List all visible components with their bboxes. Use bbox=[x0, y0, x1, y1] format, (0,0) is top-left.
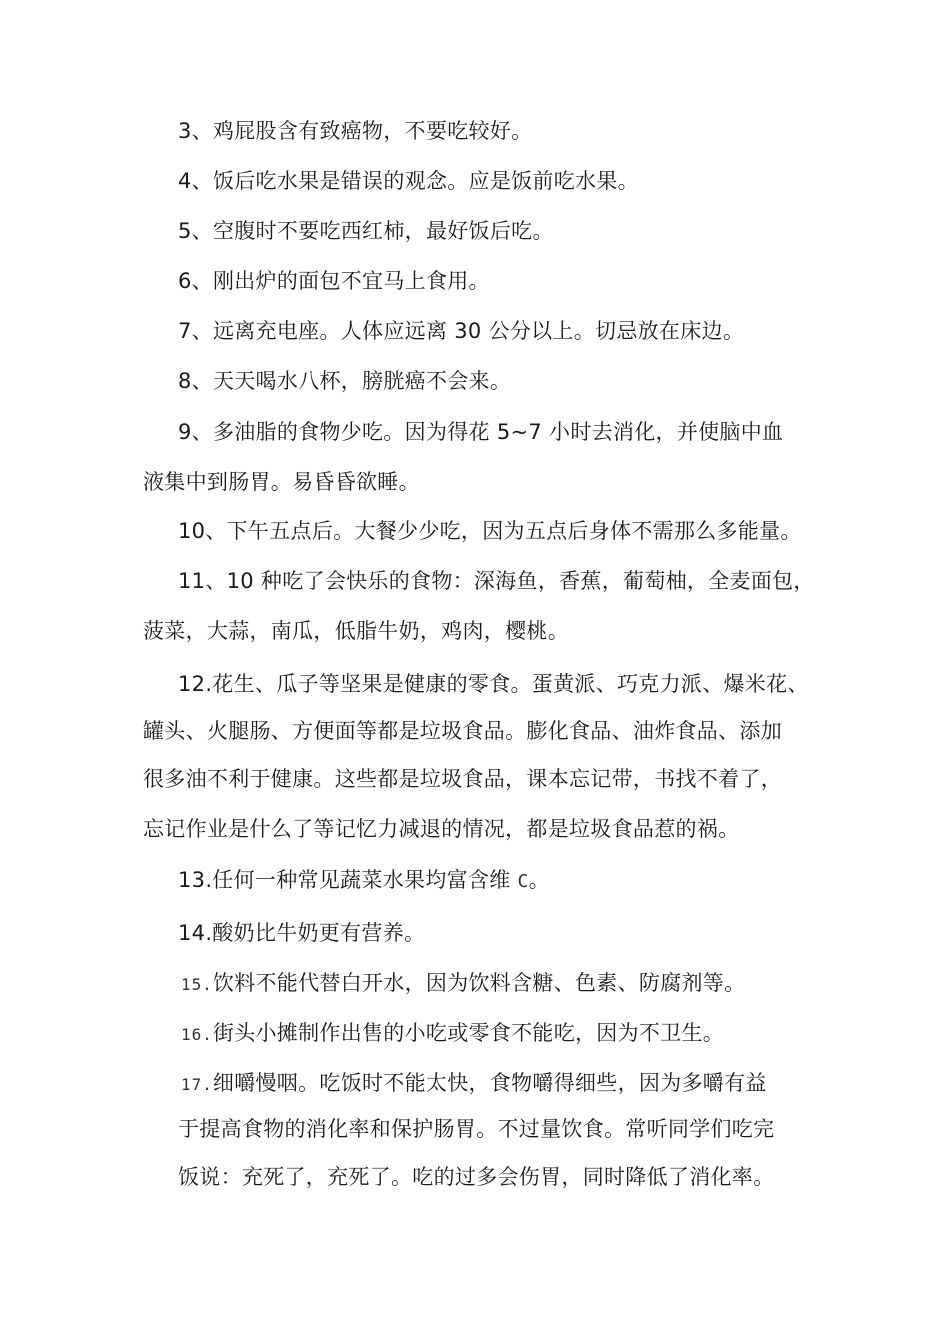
item-11-line-1: 11、10 种吃了会快乐的食物：深海鱼，香蕉，葡萄柚，全麦面包， bbox=[178, 569, 815, 593]
item-6: 6、刚出炉的面包不宜马上食用。 bbox=[178, 269, 490, 293]
item-5: 5、空腹时不要吃西红柿，最好饭后吃。 bbox=[178, 219, 554, 243]
item-16-text: 街头小摊制作出售的小吃或零食不能吃，因为不卫生。 bbox=[212, 1021, 725, 1045]
item-17-text: 细嚼慢咽。吃饭时不能太快，食物嚼得细些，因为多嚼有益 bbox=[212, 1071, 767, 1095]
item-15-number: 15. bbox=[181, 975, 213, 994]
item-17-line-2: 于提高食物的消化率和保护肠胃。不过量饮食。常听同学们吃完 bbox=[178, 1117, 775, 1141]
item-15 bbox=[181, 969, 745, 999]
item-16 bbox=[181, 1019, 724, 1049]
item-17-line-3: 饭说：充死了，充死了。吃的过多会伤胃，同时降低了消化率。 bbox=[178, 1165, 775, 1189]
item-16-number: 16. bbox=[181, 1025, 213, 1044]
item-13-text: 13.任何一种常见蔬菜水果均富含维 bbox=[178, 868, 518, 892]
item-11-line-2: 菠菜，大蒜，南瓜，低脂牛奶，鸡肉，樱桃。 bbox=[143, 619, 569, 643]
item-12-line-3: 很多油不利于健康。这些都是垃圾食品，课本忘记带，书找不着了， bbox=[143, 767, 782, 791]
item-9-line-1: 9、多油脂的食物少吃。因为得花 5~7 小时去消化，并使脑中血 bbox=[178, 420, 784, 444]
item-15-text: 饮料不能代替白开水，因为饮料含糖、色素、防腐剂等。 bbox=[212, 971, 746, 995]
item-17-line-1 bbox=[181, 1069, 767, 1099]
item-12-line-1: 12.花生、瓜子等坚果是健康的零食。蛋黄派、巧克力派、爆米花、 bbox=[178, 672, 809, 696]
item-12-line-2: 罐头、火腿肠、方便面等都是垃圾食品。膨化食品、油炸食品、添加 bbox=[143, 719, 782, 743]
item-7: 7、远离充电座。人体应远离 30 公分以上。切忌放在床边。 bbox=[178, 319, 745, 343]
item-3: 3、鸡屁股含有致癌物，不要吃较好。 bbox=[178, 119, 533, 143]
item-8: 8、天天喝水八杯，膀胱癌不会来。 bbox=[178, 369, 512, 393]
item-9-line-2: 液集中到肠胃。易昏昏欲睡。 bbox=[143, 470, 420, 494]
item-4: 4、饭后吃水果是错误的观念。应是饭前吃水果。 bbox=[178, 169, 639, 193]
item-12-line-4: 忘记作业是什么了等记忆力减退的情况，都是垃圾食品惹的祸。 bbox=[143, 817, 740, 841]
item-13 bbox=[178, 866, 550, 896]
item-13-end: 。 bbox=[528, 868, 550, 892]
item-17-number: 17. bbox=[181, 1075, 213, 1094]
item-13-vitamin-letter: C bbox=[517, 871, 529, 892]
item-10: 10、下午五点后。大餐少少吃，因为五点后身体不需那么多能量。 bbox=[178, 519, 802, 543]
item-14: 14.酸奶比牛奶更有营养。 bbox=[178, 921, 426, 945]
